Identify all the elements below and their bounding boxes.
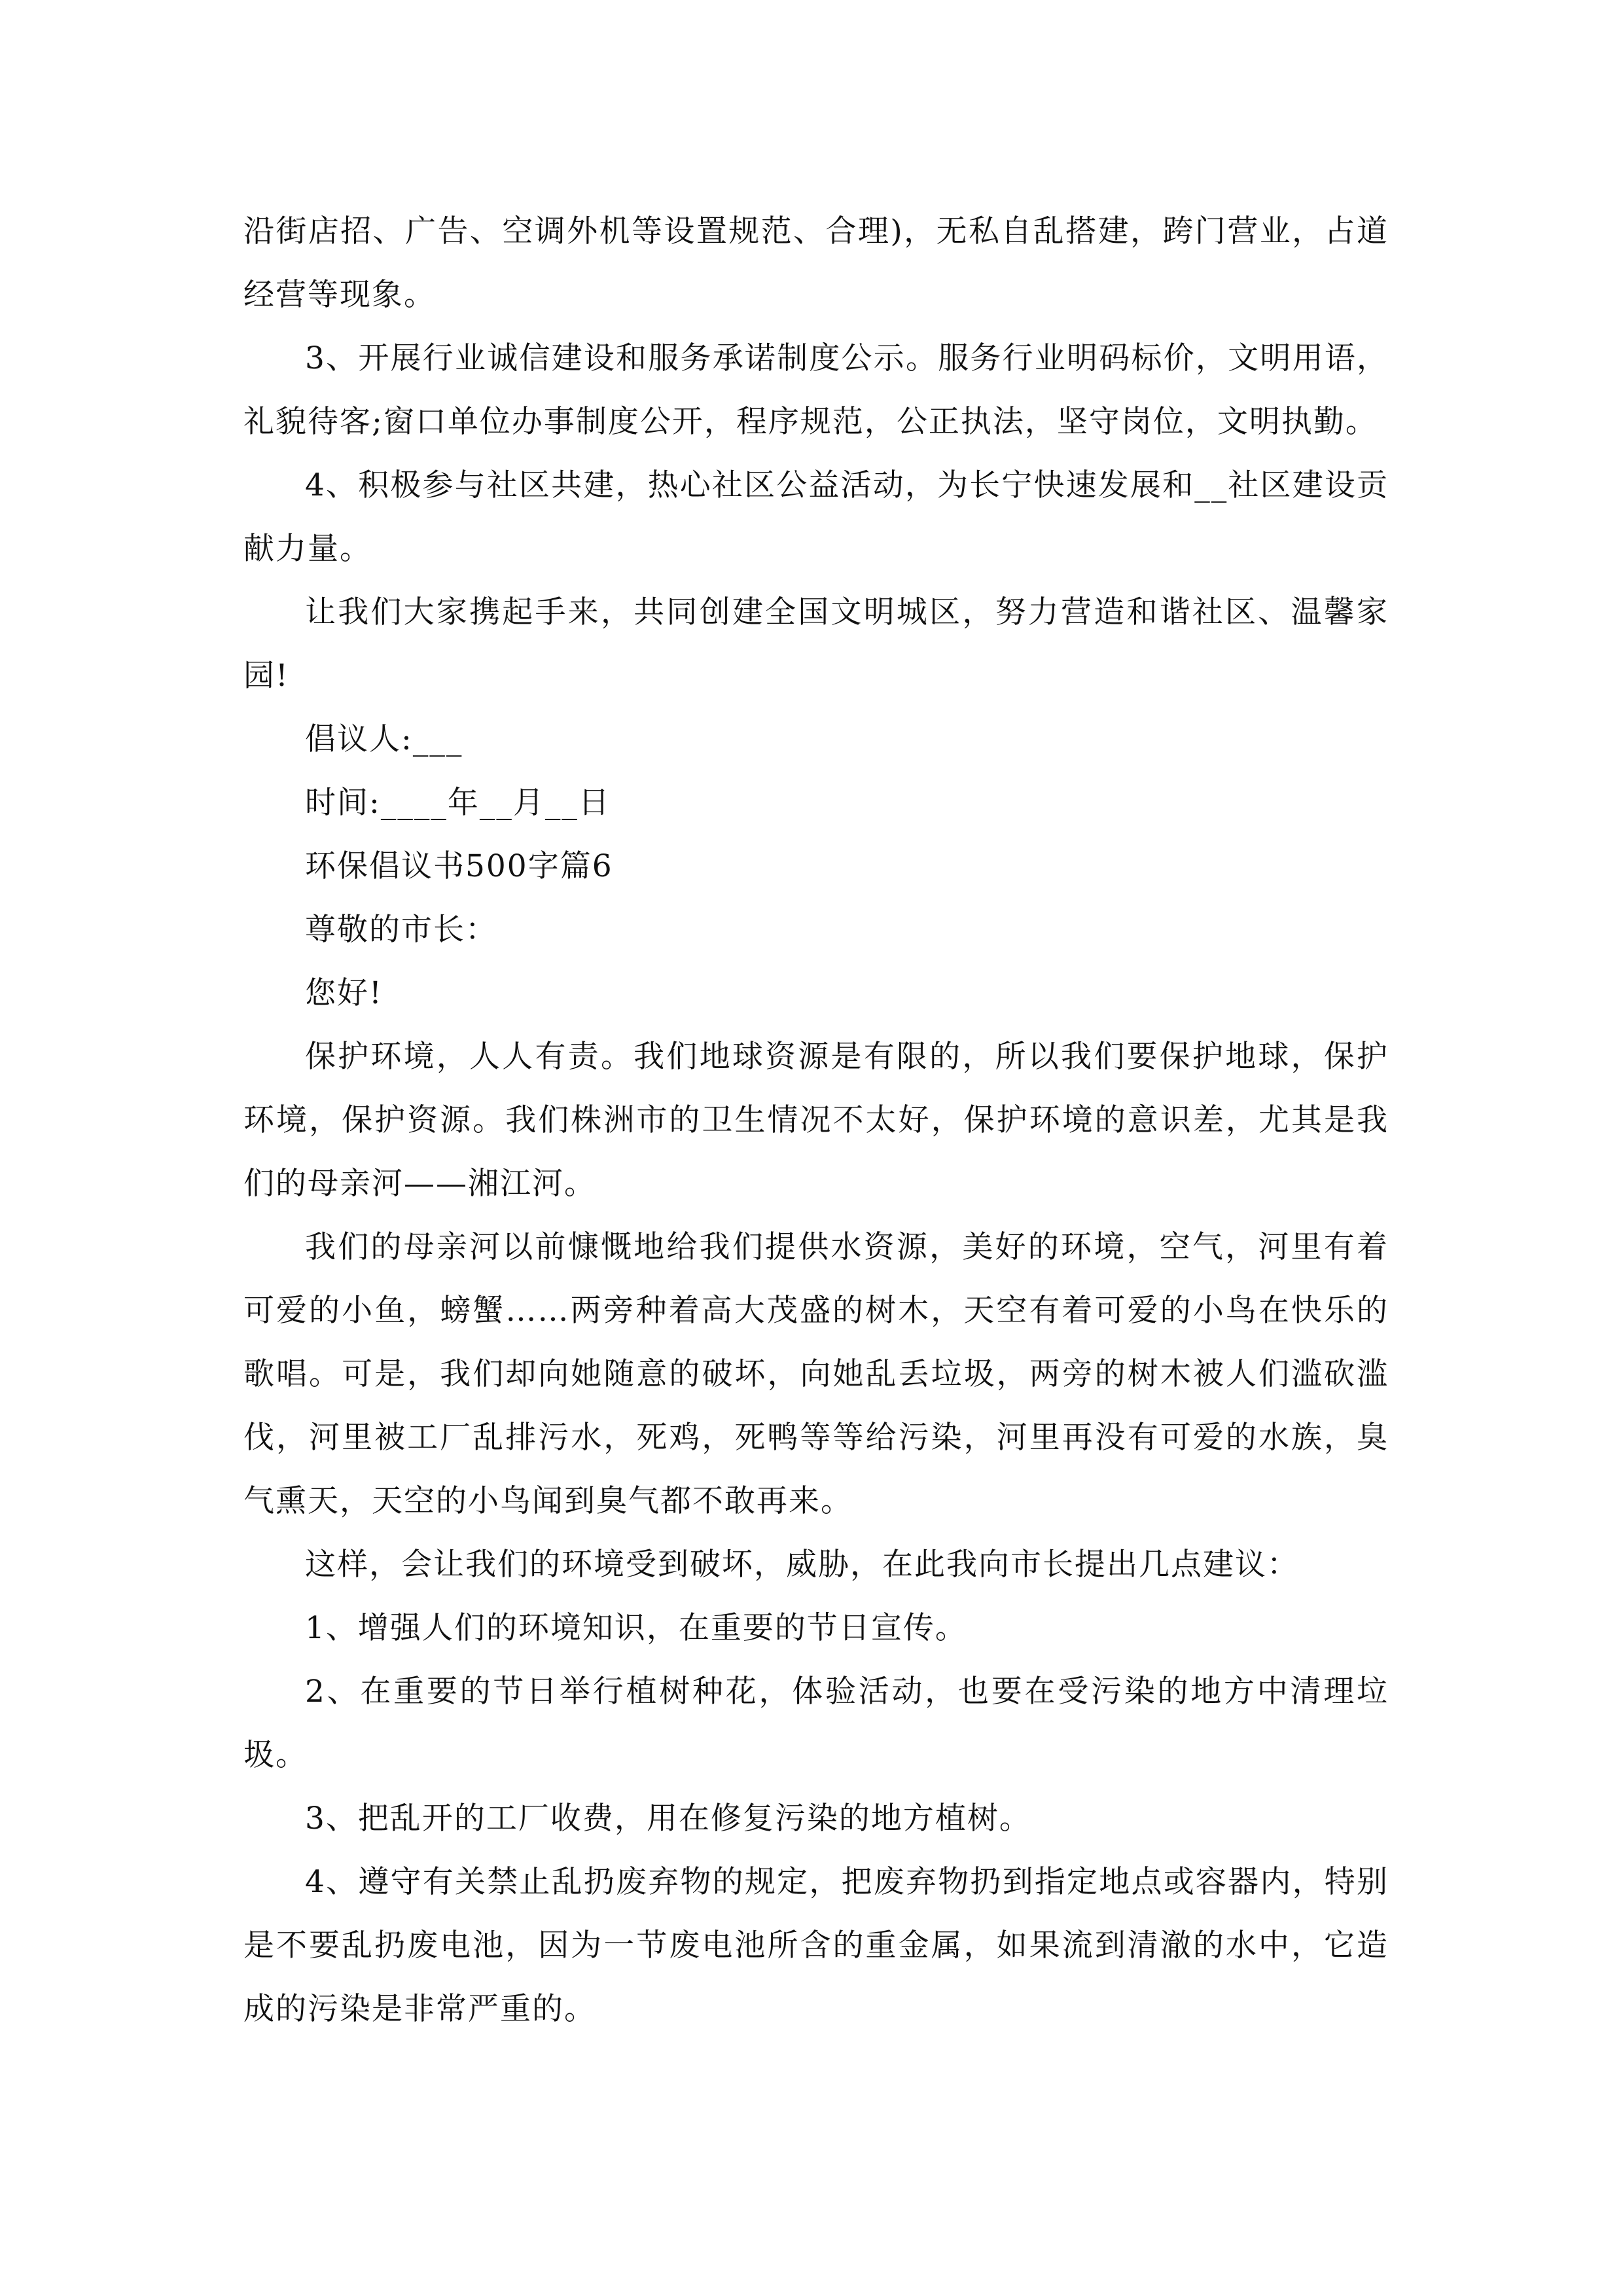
- greeting: 您好!: [305, 975, 383, 1011]
- suggestion-item-1: 1、增强人们的环境知识，在重要的节日宣传。: [305, 1610, 967, 1646]
- paragraph-item-3-integrity: 3、开展行业诚信建设和服务承诺制度公示。服务行业明码标价，文明用语，礼貌待客;窗口单位办事制度公开，程序规范，公正执法，坚守岗位，文明执勤。: [243, 340, 1389, 440]
- salutation: 尊敬的市长：: [305, 912, 497, 948]
- initiator-line: 倡议人:___: [305, 721, 463, 757]
- suggestion-item-2: 2、在重要的节日举行植树种花，体验活动，也要在受污染的地方中清理垃圾。: [243, 1674, 1389, 1773]
- paragraph-suggestions-intro: 这样，会让我们的环境受到破坏，威胁，在此我向市长提出几点建议：: [305, 1547, 1299, 1583]
- suggestion-item-3: 3、把乱开的工厂收费，用在修复污染的地方植树。: [305, 1801, 1031, 1837]
- paragraph-mother-river: 我们的母亲河以前慷慨地给我们提供水资源，美好的环境，空气，河里有着可爱的小鱼，螃蟹……两旁种着高大茂盛的树木，天空有着可爱的小鸟在快乐的歌唱。可是，我们却向她随意的破坏，向她乱丢垃圾，两旁的树木被人们滥砍滥伐，河里被工厂乱排污水，死鸡，死鸭等等给污染，河里再没有可爱的水族，臭气熏天，天空的小鸟闻到臭气都不敢再来。: [243, 1229, 1389, 1519]
- date-line: 时间:____年__月__日: [305, 785, 611, 821]
- paragraph-protect-environment: 保护环境，人人有责。我们地球资源是有限的，所以我们要保护地球，保护环境，保护资源。我们株洲市的卫生情况不太好，保护环境的意识差，尤其是我们的母亲河——湘江河。: [243, 1039, 1389, 1202]
- document-body: [243, 200, 1389, 2041]
- suggestion-item-4: 4、遵守有关禁止乱扔废弃物的规定，把废弃物扔到指定地点或容器内，特别是不要乱扔废电池，因为一节废电池所含的重金属，如果流到清澈的水中，它造成的污染是非常严重的。: [243, 1864, 1389, 2027]
- paragraph-continuation: 沿街店招、广告、空调外机等设置规范、合理)，无私自乱搭建，跨门营业，占道经营等现象。: [243, 213, 1389, 313]
- paragraph-call-to-action: 让我们大家携起手来，共同创建全国文明城区，努力营造和谐社区、温馨家园!: [243, 594, 1389, 694]
- paragraph-item-4-community: 4、积极参与社区共建，热心社区公益活动，为长宁快速发展和__社区建设贡献力量。: [243, 467, 1389, 567]
- section-title: 环保倡议书500字篇6: [305, 848, 613, 884]
